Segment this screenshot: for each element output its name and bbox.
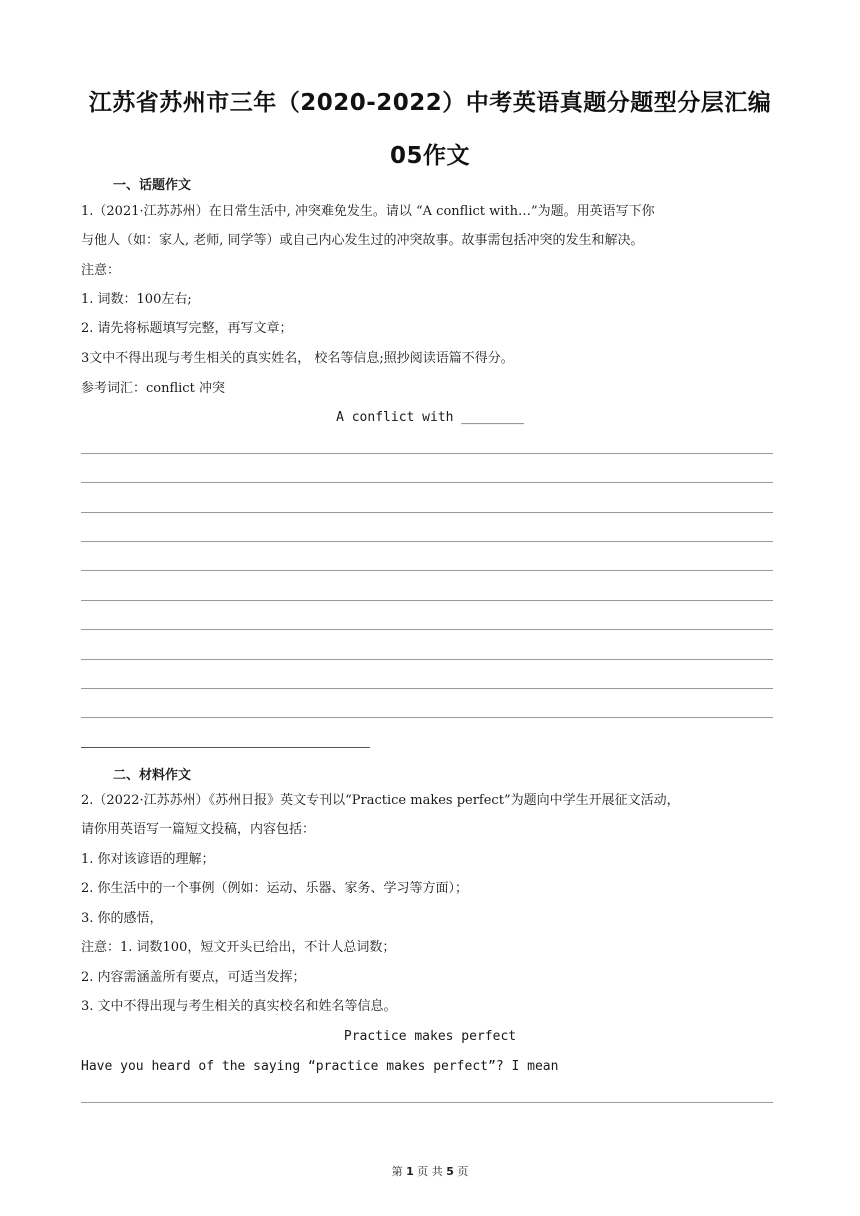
footer-prefix: 第 bbox=[391, 1165, 403, 1178]
question1-note2: 2. 请先将标题填写完整，再写文章； bbox=[81, 321, 293, 336]
footer-middle: 页 共 bbox=[417, 1165, 443, 1178]
question2-line1: 2.（2022·江苏苏州）《苏州日报》英文专刊以“Practice makes perfect”为题向中学生开展征文活动， bbox=[81, 793, 680, 808]
question2-note2: 2. 内容需涵盖所有要点，可适当发挥； bbox=[81, 970, 306, 985]
essay1-title: A conflict with ________ bbox=[336, 410, 524, 425]
essay2-opening: Have you heard of the saying “practice makes perfect”? I mean bbox=[81, 1059, 559, 1074]
question2-item3: 3. 你的感悟， bbox=[81, 911, 163, 926]
question2-line2: 请你用英语写一篇短文投稿，内容包括： bbox=[81, 822, 316, 837]
writing-line bbox=[81, 541, 773, 542]
question1-line2: 与他人（如：家人, 老师, 同学等）或自己内心发生过的冲突故事。故事需包括冲突的发生和解决。 bbox=[81, 233, 644, 248]
question2-item2: 2. 你生活中的一个事例（例如：运动、乐器、家务、学习等方面）； bbox=[81, 881, 469, 896]
section2-heading: 二、材料作文 bbox=[113, 768, 192, 783]
page-footer bbox=[0, 1163, 860, 1179]
writing-line bbox=[81, 629, 773, 630]
writing-line bbox=[81, 482, 773, 483]
writing-line bbox=[81, 1102, 773, 1103]
writing-line bbox=[81, 747, 370, 748]
writing-line bbox=[81, 453, 773, 454]
question1-vocab: 参考词汇：conflict 冲突 bbox=[81, 381, 225, 396]
question2-note3: 3. 文中不得出现与考生相关的真实校名和姓名等信息。 bbox=[81, 999, 397, 1014]
writing-line bbox=[81, 512, 773, 513]
essay2-title: Practice makes perfect bbox=[343, 1029, 517, 1044]
question2-note1: 注意：1. 词数100，短文开头已给出，不计人总词数； bbox=[81, 940, 396, 955]
footer-page-number: 1 bbox=[406, 1165, 414, 1178]
writing-line bbox=[81, 600, 773, 601]
question1-note-label: 注意： bbox=[81, 263, 121, 278]
question1-note1: 1. 词数：100左右; bbox=[81, 292, 192, 307]
writing-line bbox=[81, 570, 773, 571]
document-subtitle: 05作文 bbox=[389, 143, 470, 169]
document-title: 江苏省苏州市三年（2020-2022）中考英语真题分题型分层汇编 bbox=[88, 90, 772, 116]
writing-line bbox=[81, 659, 773, 660]
writing-line bbox=[81, 717, 773, 718]
question1-note3: 3文中不得出现与考生相关的真实姓名， 校名等信息;照抄阅读语篇不得分。 bbox=[81, 351, 514, 366]
question1-line1: 1.（2021·江苏苏州）在日常生活中, 冲突难免发生。请以 “A conflict with…”为题。用英语写下你 bbox=[81, 204, 655, 219]
footer-total-pages: 5 bbox=[446, 1165, 454, 1178]
question2-item1: 1. 你对该谚语的理解； bbox=[81, 852, 215, 867]
section1-heading: 一、话题作文 bbox=[113, 178, 192, 193]
writing-line bbox=[81, 688, 773, 689]
footer-suffix: 页 bbox=[457, 1165, 469, 1178]
